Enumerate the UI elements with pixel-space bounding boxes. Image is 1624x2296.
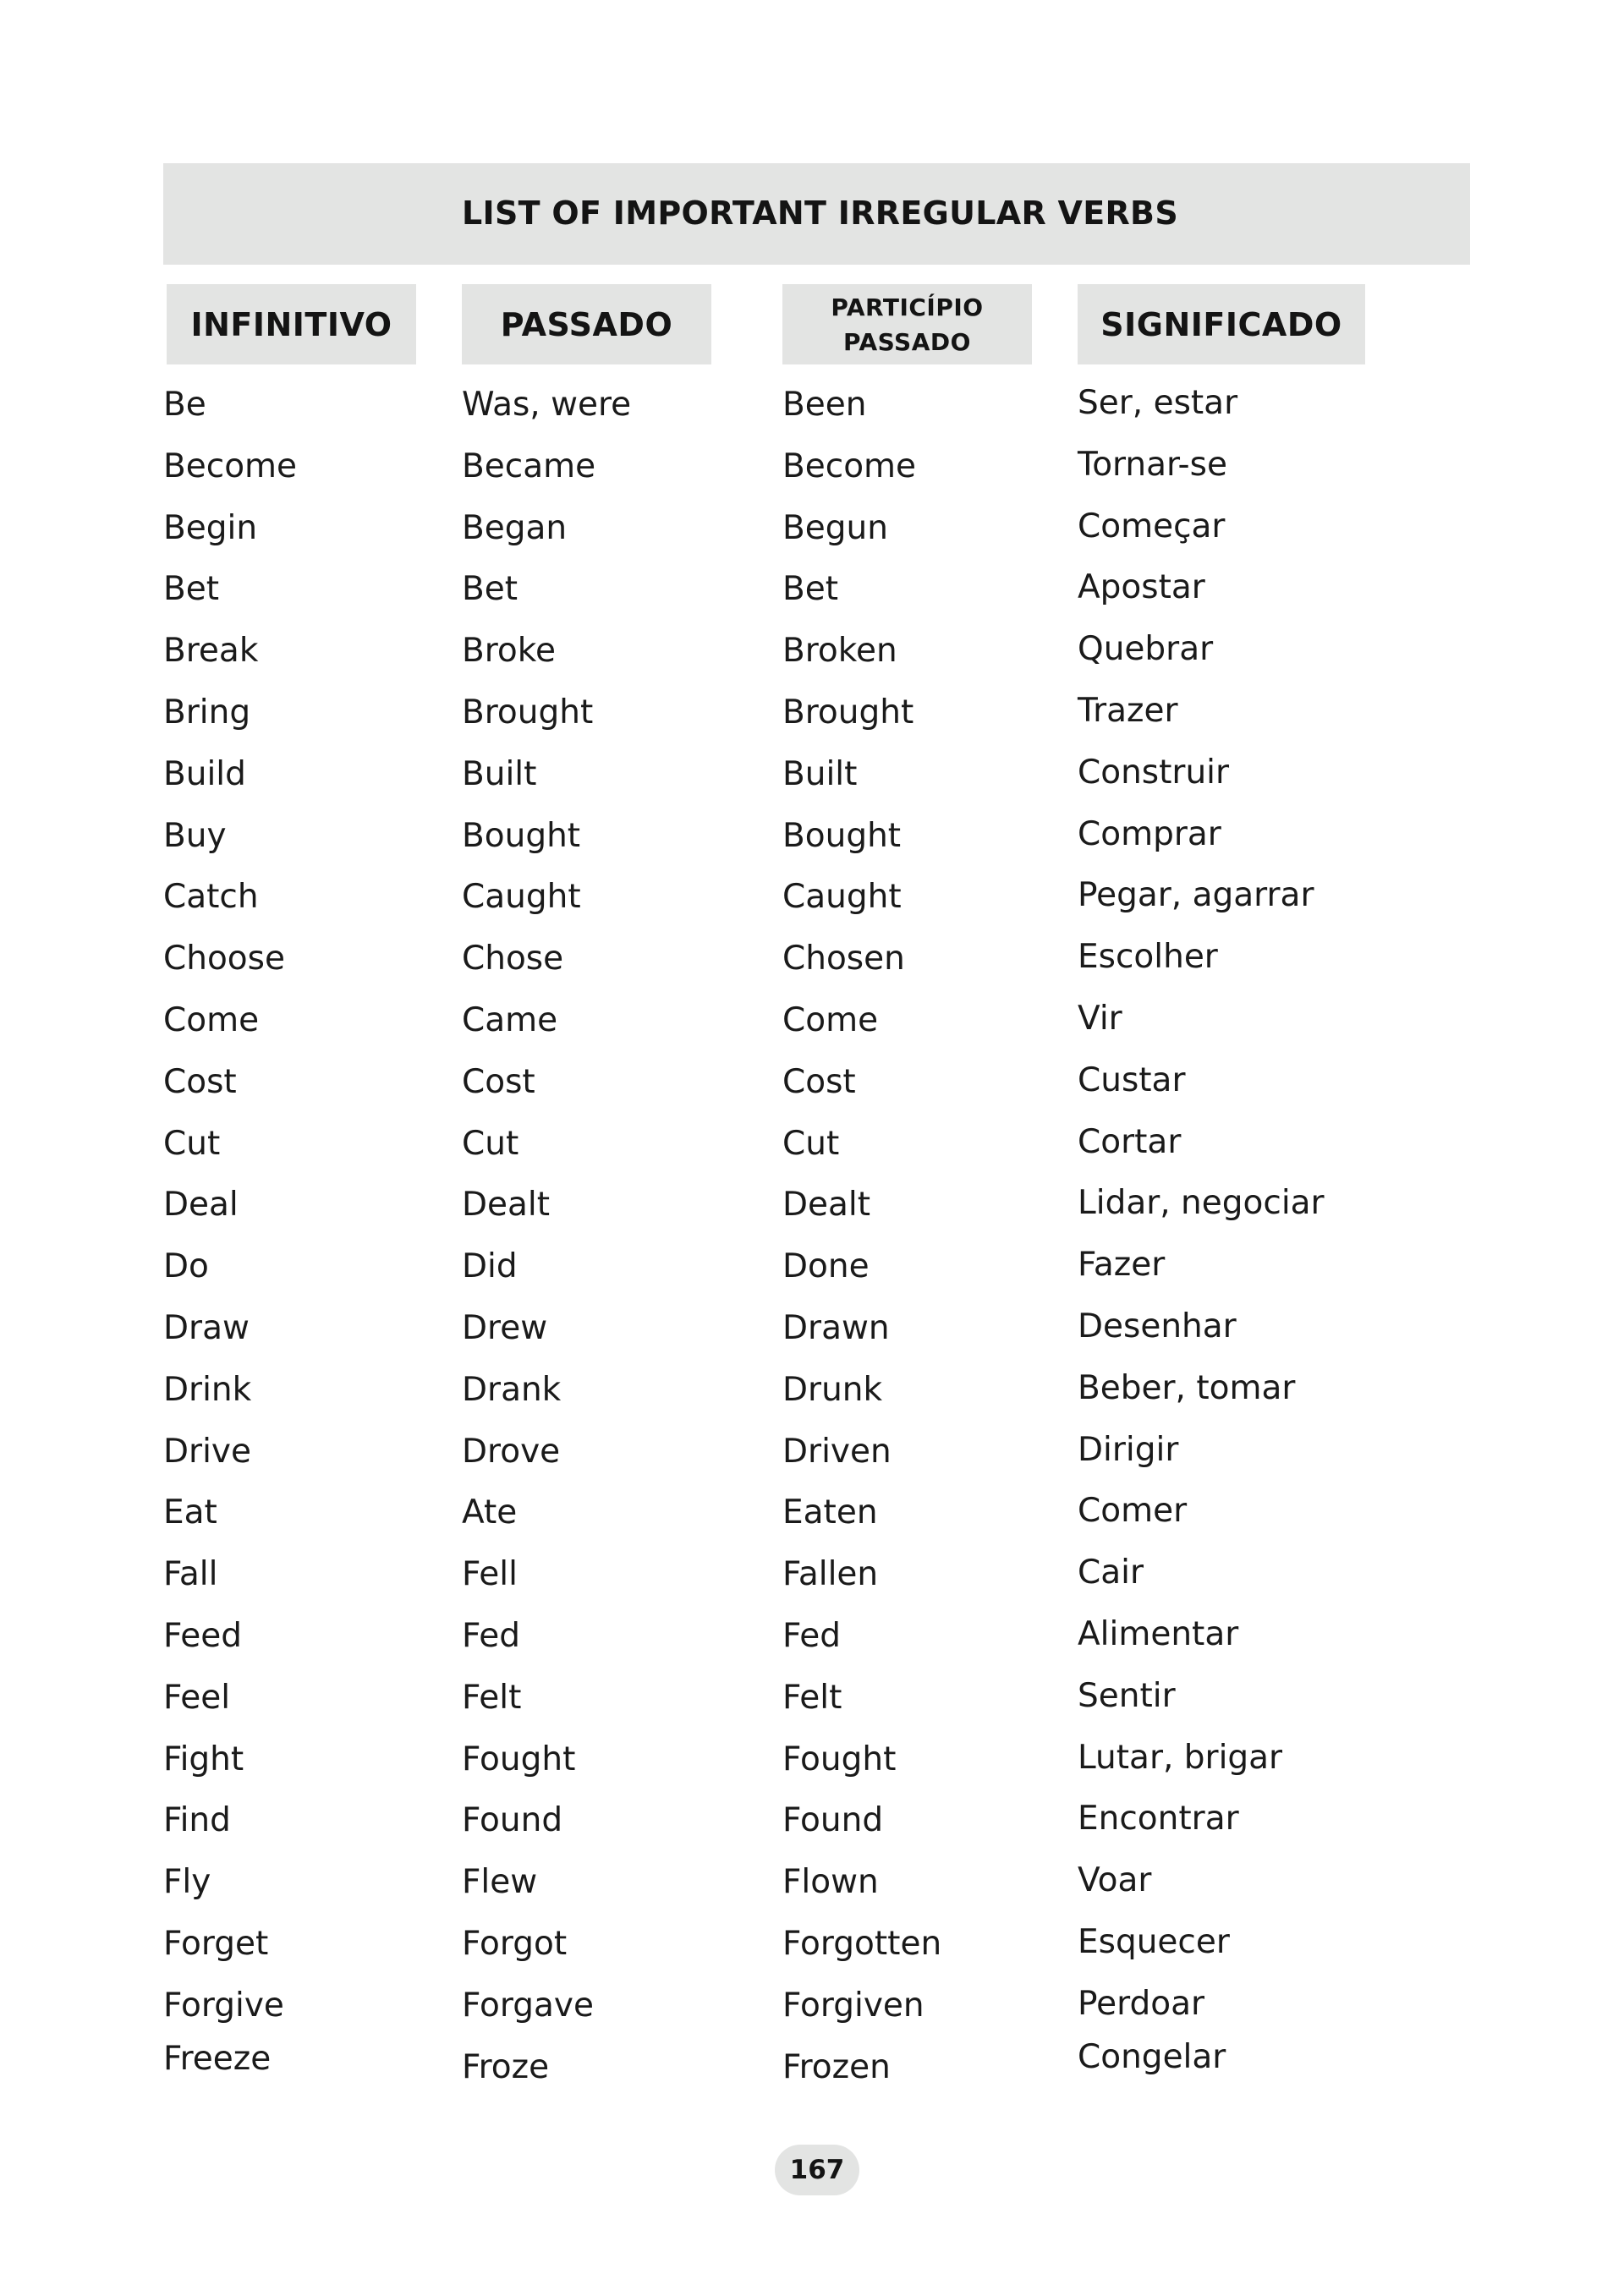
verb-cell-infinitivo: Bet	[163, 570, 220, 609]
verb-cell-significado: Perdoar	[1078, 1984, 1205, 2023]
verb-cell-infinitivo: Cut	[163, 1124, 221, 1163]
verb-cell-significado: Quebrar	[1078, 630, 1214, 669]
verb-cell-infinitivo: Deal	[163, 1186, 239, 1225]
header-participio-passado	[782, 284, 1032, 364]
verb-cell-participio: Fed	[782, 1616, 842, 1655]
verb-cell-passado: Did	[462, 1247, 518, 1286]
verb-cell-passado: Felt	[462, 1678, 522, 1717]
verb-cell-participio: Flown	[782, 1863, 879, 1902]
verb-cell-infinitivo: Become	[163, 447, 298, 485]
verb-cell-significado: Escolher	[1078, 938, 1218, 977]
verb-cell-significado: Alimentar	[1078, 1614, 1239, 1653]
verb-cell-significado: Cair	[1078, 1553, 1144, 1592]
verb-cell-infinitivo: Fly	[163, 1863, 211, 1902]
verb-cell-infinitivo: Come	[163, 1000, 260, 1039]
header-participio-line1: PARTICÍPIO	[831, 293, 984, 321]
verb-cell-participio: Found	[782, 1801, 884, 1840]
verb-cell-infinitivo: Build	[163, 754, 246, 793]
verb-cell-significado: Lutar, brigar	[1078, 1738, 1283, 1777]
verb-cell-passado: Cost	[462, 1062, 535, 1101]
verb-cell-participio: Brought	[782, 693, 914, 732]
verb-cell-passado: Bought	[462, 816, 581, 855]
verb-cell-passado: Became	[462, 447, 596, 485]
verb-cell-passado: Froze	[462, 2047, 550, 2086]
page-title: LIST OF IMPORTANT IRREGULAR VERBS	[462, 195, 1178, 232]
verb-cell-significado: Beber, tomar	[1078, 1368, 1296, 1407]
verb-cell-participio: Fallen	[782, 1555, 879, 1594]
verb-cell-participio: Drawn	[782, 1308, 890, 1347]
verb-cell-passado: Dealt	[462, 1186, 551, 1225]
verb-cell-participio: Drunk	[782, 1370, 883, 1409]
verb-cell-infinitivo: Cost	[163, 1062, 237, 1101]
verb-cell-participio: Driven	[782, 1432, 892, 1471]
verb-cell-participio: Become	[782, 447, 917, 485]
verb-cell-infinitivo: Drink	[163, 1370, 252, 1409]
column-significado	[1078, 381, 1325, 2096]
column-infinitivo	[163, 383, 297, 2098]
header-significado: SIGNIFICADO	[1078, 284, 1365, 364]
verb-cell-participio: Fought	[782, 1740, 897, 1778]
verb-cell-passado: Brought	[462, 693, 594, 732]
verb-cell-passado: Drove	[462, 1432, 561, 1471]
verb-cell-significado: Construir	[1078, 753, 1230, 792]
verb-cell-passado: Chose	[462, 940, 564, 978]
verb-cell-participio: Caught	[782, 878, 902, 917]
verb-cell-participio: Eaten	[782, 1493, 878, 1532]
verb-cell-significado: Esquecer	[1078, 1922, 1230, 1961]
verb-cell-passado: Bet	[462, 570, 518, 609]
verb-cell-participio: Done	[782, 1247, 870, 1286]
column-participio	[782, 383, 941, 2107]
verb-cell-infinitivo: Begin	[163, 508, 258, 547]
verb-cell-participio: Come	[782, 1000, 879, 1039]
verb-cell-infinitivo: Catch	[163, 878, 259, 917]
verb-cell-passado: Began	[462, 508, 568, 547]
verb-cell-participio: Cut	[782, 1124, 840, 1163]
verb-cell-significado: Cortar	[1078, 1122, 1182, 1161]
verb-cell-participio: Bought	[782, 816, 902, 855]
verb-cell-significado: Ser, estar	[1078, 384, 1238, 422]
verb-cell-infinitivo: Be	[163, 386, 206, 424]
verb-cell-participio: Dealt	[782, 1186, 871, 1225]
verb-cell-passado: Cut	[462, 1124, 519, 1163]
verb-cell-passado: Fed	[462, 1616, 521, 1655]
verb-cell-infinitivo: Forgive	[163, 1986, 284, 2025]
verb-cell-significado: Custar	[1078, 1060, 1186, 1099]
verb-cell-passado: Forgave	[462, 1986, 594, 2025]
header-infinitivo: INFINITIVO	[167, 284, 416, 364]
verb-cell-passado: Caught	[462, 878, 581, 917]
verb-cell-passado: Flew	[462, 1863, 538, 1902]
verb-cell-significado: Começar	[1078, 507, 1226, 545]
verb-cell-participio: Frozen	[782, 2047, 891, 2086]
verb-cell-passado: Forgot	[462, 1924, 568, 1963]
verb-cell-passado: Broke	[462, 632, 556, 671]
verb-cell-passado: Fell	[462, 1555, 518, 1594]
verb-cell-participio: Forgiven	[782, 1986, 924, 2025]
verb-cell-infinitivo: Bring	[163, 693, 251, 732]
verb-cell-significado: Fazer	[1078, 1246, 1166, 1285]
verb-cell-significado: Tornar-se	[1078, 445, 1227, 484]
verb-cell-significado: Desenhar	[1078, 1307, 1237, 1345]
header-participio-line2: PASSADO	[843, 327, 971, 356]
verb-cell-infinitivo: Forget	[163, 1924, 269, 1963]
verb-cell-infinitivo: Feed	[163, 1616, 243, 1655]
verb-cell-significado: Congelar	[1078, 2037, 1226, 2076]
verb-cell-passado: Came	[462, 1000, 558, 1039]
verb-cell-participio: Chosen	[782, 940, 905, 978]
verb-cell-significado: Apostar	[1078, 568, 1205, 607]
verb-cell-significado: Dirigir	[1078, 1430, 1179, 1469]
verb-cell-infinitivo: Freeze	[163, 2039, 272, 2078]
verb-cell-passado: Found	[462, 1801, 563, 1840]
verb-cell-significado: Voar	[1078, 1861, 1152, 1900]
verb-cell-significado: Trazer	[1078, 691, 1178, 730]
verb-cell-participio: Broken	[782, 632, 897, 671]
verb-cell-participio: Bet	[782, 570, 839, 609]
verb-cell-infinitivo: Feel	[163, 1678, 231, 1717]
verb-cell-participio: Begun	[782, 508, 888, 547]
verb-cell-significado: Lidar, negociar	[1078, 1184, 1325, 1223]
verb-cell-participio: Been	[782, 386, 867, 424]
verb-cell-significado: Vir	[1078, 999, 1122, 1038]
verb-cell-participio: Forgotten	[782, 1924, 942, 1963]
verb-cell-passado: Drank	[462, 1370, 562, 1409]
verb-cell-passado: Fought	[462, 1740, 576, 1778]
verb-cell-infinitivo: Eat	[163, 1493, 217, 1532]
column-passado	[462, 383, 631, 2107]
verb-cell-significado: Comprar	[1078, 814, 1221, 853]
verb-cell-participio: Built	[782, 754, 858, 793]
verb-cell-infinitivo: Break	[163, 632, 259, 671]
verb-cell-infinitivo: Drive	[163, 1432, 251, 1471]
page-number: 167	[775, 2145, 859, 2195]
verb-cell-significado: Sentir	[1078, 1676, 1176, 1715]
verb-cell-infinitivo: Do	[163, 1247, 209, 1286]
verb-cell-infinitivo: Fall	[163, 1555, 218, 1594]
verb-cell-significado: Pegar, agarrar	[1078, 876, 1314, 915]
verb-cell-significado: Comer	[1078, 1492, 1188, 1531]
verb-cell-infinitivo: Choose	[163, 940, 285, 978]
header-passado: PASSADO	[462, 284, 711, 364]
verb-cell-participio: Cost	[782, 1062, 856, 1101]
verb-cell-significado: Encontrar	[1078, 1800, 1239, 1838]
verb-cell-participio: Felt	[782, 1678, 842, 1717]
verb-cell-infinitivo: Draw	[163, 1308, 250, 1347]
verb-cell-infinitivo: Find	[163, 1801, 231, 1840]
verb-cell-infinitivo: Fight	[163, 1740, 244, 1778]
verb-cell-passado: Drew	[462, 1308, 548, 1347]
verb-cell-passado: Was, were	[462, 386, 632, 424]
verb-cell-passado: Built	[462, 754, 537, 793]
verb-cell-passado: Ate	[462, 1493, 518, 1532]
verb-cell-infinitivo: Buy	[163, 816, 227, 855]
